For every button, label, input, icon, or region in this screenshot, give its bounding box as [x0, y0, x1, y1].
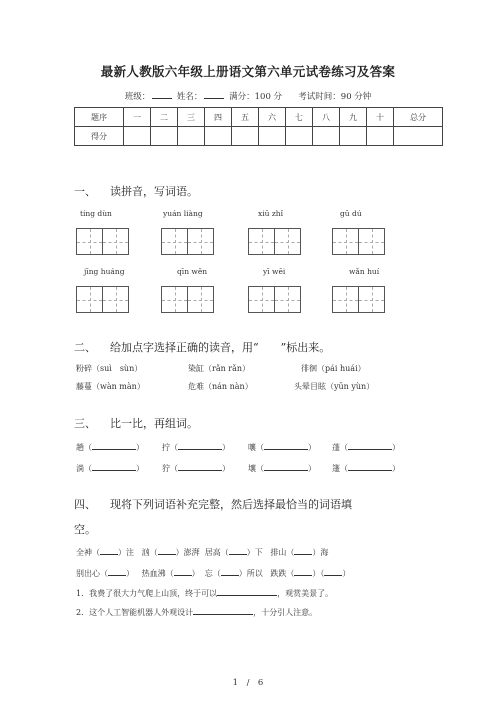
writing-grid[interactable] [76, 286, 128, 313]
compare-item: 狞（ ） [162, 464, 230, 473]
section4-heading [74, 496, 352, 512]
score-cell[interactable] [178, 127, 205, 146]
score-header-row [75, 108, 443, 127]
exam-time: 考试时间：90 分钟 [298, 92, 372, 102]
score-cell[interactable] [232, 127, 259, 146]
section2-title: 给加点字选择正确的读音，用“ ”标出来。 [110, 341, 331, 354]
writing-grid[interactable] [332, 286, 384, 313]
reading-item: 粉碎（suì sùn） [76, 364, 143, 373]
score-cell[interactable] [367, 127, 394, 146]
writing-grid[interactable] [248, 286, 300, 313]
score-header-cell: 七 [286, 108, 313, 127]
compare-item: 壤（ ） [248, 464, 316, 473]
score-header-cell: 二 [151, 108, 178, 127]
score-header-cell: 八 [313, 108, 340, 127]
compare-item: 篷（ ） [332, 464, 400, 473]
section1-num: 一、 [74, 185, 96, 198]
writing-grid[interactable] [248, 228, 300, 255]
reading-item: 徘徊（pái huái） [301, 364, 366, 373]
reading-item: 头晕目眩（yūn yùn） [294, 382, 375, 391]
class-label: 班级： [124, 92, 151, 102]
section3-heading [74, 415, 198, 431]
pinyin-label: yuán liàng [163, 209, 203, 218]
pinyin-label: gū dú [340, 209, 362, 218]
score-cell[interactable] [151, 127, 178, 146]
reading-item: 染缸（rǎn rǎn） [188, 364, 251, 373]
writing-grid[interactable] [76, 228, 128, 255]
score-cell[interactable] [286, 127, 313, 146]
score-header-cell: 三 [178, 108, 205, 127]
writing-grid[interactable] [332, 228, 384, 255]
pinyin-label: yī wēi [263, 267, 286, 276]
score-cell[interactable] [313, 127, 340, 146]
score-cell[interactable] [259, 127, 286, 146]
score-header-cell: 五 [232, 108, 259, 127]
pinyin-label: wǎn huí [349, 267, 380, 276]
writing-grid[interactable] [161, 286, 213, 313]
score-row [75, 127, 443, 146]
idiom-row-2: 别出心（ ） 热血沸（ ） 忘（ ）所以 跌跌（ ）（ ） [76, 569, 351, 578]
exam-info [0, 90, 496, 102]
compare-item: 蓬（ ） [332, 443, 400, 452]
score-header-cell: 总分 [394, 108, 443, 127]
score-table [74, 107, 443, 146]
section4-title-line1: 现将下列词语补充完整，然后选择最恰当的词语填 [110, 498, 352, 511]
score-row-label: 得分 [75, 127, 124, 146]
page-number: 1 / 6 [232, 678, 264, 688]
full-score: 满分：100 分 [229, 92, 283, 102]
score-header-cell: 一 [124, 108, 151, 127]
pinyin-label: tíng dùn [80, 209, 112, 218]
section2-num: 二、 [74, 341, 96, 354]
reading-item: 藤蔓（wàn màn） [76, 382, 145, 391]
idiom-row-1: 全神（ ）注 汹（ ）澎湃 居高（ ）下 排山（ ）海 [76, 548, 329, 557]
fill-question-1: 1．我费了很大力气爬上山顶，终于可以 ，观赏美景了。 [76, 589, 334, 598]
score-header-cell: 题序 [75, 108, 124, 127]
writing-grid[interactable] [161, 228, 213, 255]
compare-item: 拧（ ） [162, 443, 230, 452]
score-cell[interactable] [340, 127, 367, 146]
section1-title: 读拼音，写词语。 [110, 185, 198, 198]
fill-question-2: 2．这个人工智能机器人外观设计 ，十分引人注意。 [76, 608, 318, 617]
section4-title-line2: 空。 [74, 523, 96, 536]
compare-item: 嚷（ ） [248, 443, 316, 452]
reading-item: 危难（nán nàn） [188, 382, 253, 391]
compare-item: 趟（ ） [76, 443, 144, 452]
compare-item: 淌（ ） [76, 464, 144, 473]
score-cell[interactable] [124, 127, 151, 146]
class-blank [152, 90, 172, 99]
score-cell[interactable] [394, 127, 443, 146]
pinyin-label: xiū zhǐ [258, 209, 284, 218]
name-blank [204, 90, 224, 99]
score-header-cell: 四 [205, 108, 232, 127]
name-label: 姓名： [176, 92, 203, 102]
section2-heading [74, 339, 330, 355]
section3-num: 三、 [74, 417, 96, 430]
pinyin-label: qīn wěn [177, 267, 208, 276]
section3-title: 比一比，再组词。 [110, 417, 198, 430]
page-title: 最新人教版六年级上册语文第六单元试卷练习及答案 [100, 64, 396, 79]
section1-heading [74, 183, 198, 199]
score-cell[interactable] [205, 127, 232, 146]
section4-num: 四、 [74, 498, 96, 511]
score-header-cell: 六 [259, 108, 286, 127]
score-header-cell: 九 [340, 108, 367, 127]
pinyin-label: jīng huáng [84, 267, 125, 276]
score-header-cell: 十 [367, 108, 394, 127]
